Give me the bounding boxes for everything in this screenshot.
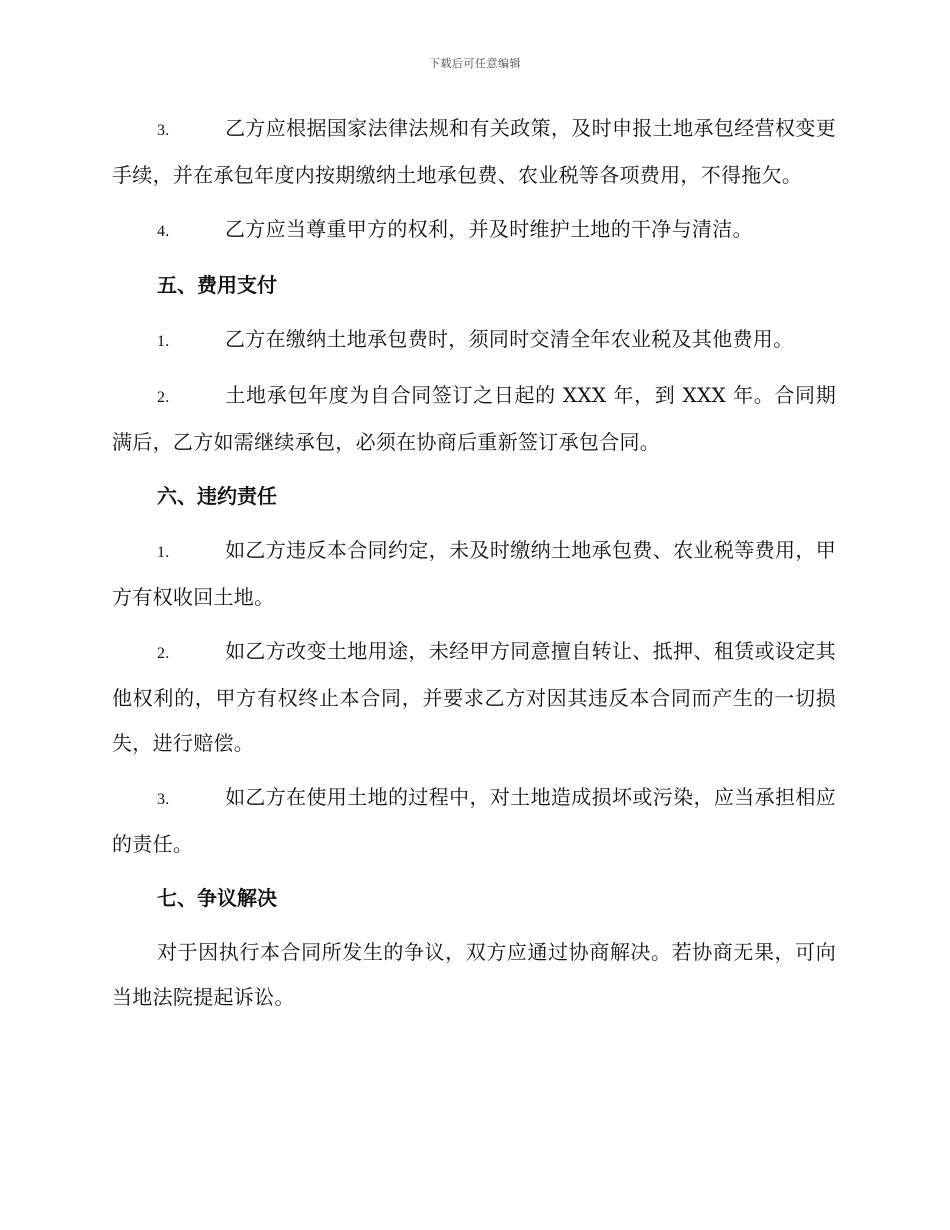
section-heading-5: 五、费用支付 bbox=[157, 273, 277, 297]
clause-number: 3. bbox=[157, 791, 170, 808]
clause-text: 乙方应当尊重甲方的权利，并及时维护土地的干净与清洁。 bbox=[225, 217, 753, 241]
clause-number: 3. bbox=[157, 122, 170, 139]
clause-text: 如乙方违反本合同约定，未及时缴纳土地承包费、农业税等费用，甲方有权收回土地。 bbox=[112, 538, 836, 609]
clause-number: 4. bbox=[157, 223, 170, 240]
clause-number: 2. bbox=[157, 645, 170, 662]
clause-text: 乙方应根据国家法律法规和有关政策，及时申报土地承包经营权变更手续，并在承包年度内按期缴纳土地承包费、农业税等各项费用，不得拖欠。 bbox=[112, 116, 836, 187]
clause-number: 1. bbox=[157, 333, 170, 350]
clause-number: 2. bbox=[157, 389, 170, 406]
clause-6-3 bbox=[112, 775, 836, 867]
clause-4-4 bbox=[112, 207, 836, 254]
clause-5-2 bbox=[112, 373, 836, 465]
clause-number: 1. bbox=[157, 544, 170, 561]
paragraph-7: 对于因执行本合同所发生的争议，双方应通过协商解决。若协商无果，可向当地法院提起诉讼。 bbox=[112, 940, 836, 1009]
clause-6-1 bbox=[112, 528, 836, 620]
clause-text: 如乙方改变土地用途，未经甲方同意擅自转让、抵押、租赁或设定其他权利的，甲方有权终止本合同，并要求乙方对因其违反本合同而产生的一切损失，进行赔偿。 bbox=[112, 639, 836, 755]
clause-4-3 bbox=[112, 106, 836, 198]
clause-5-1 bbox=[112, 317, 836, 364]
clause-text: 如乙方在使用土地的过程中，对土地造成损坏或污染，应当承担相应的责任。 bbox=[112, 785, 836, 856]
clause-text: 土地承包年度为自合同签订之日起的 XXX 年，到 XXX 年。合同期满后，乙方如需继续承包，必须在协商后重新签订承包合同。 bbox=[112, 383, 836, 454]
section-heading-6: 六、违约责任 bbox=[157, 484, 277, 508]
document-body bbox=[112, 106, 836, 1029]
clause-6-2 bbox=[112, 629, 836, 766]
section-heading-7: 七、争议解决 bbox=[157, 886, 277, 910]
page-header: 下载后可任意编辑 bbox=[429, 57, 521, 70]
clause-text: 乙方在缴纳土地承包费时，须同时交清全年农业税及其他费用。 bbox=[225, 327, 794, 351]
